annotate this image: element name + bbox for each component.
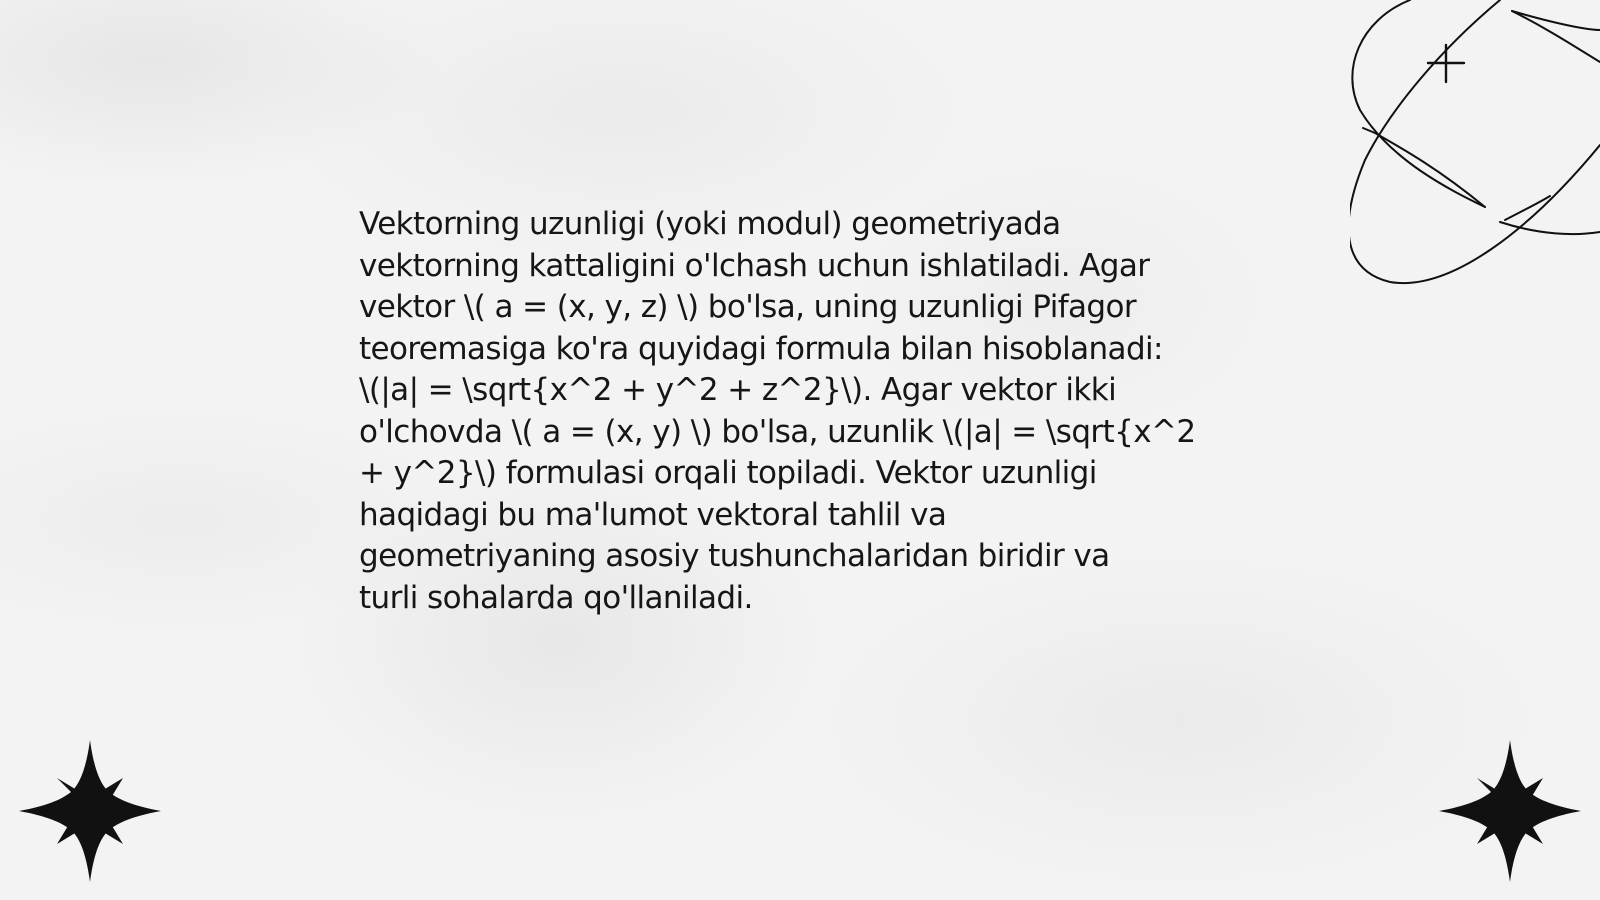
four-point-star-icon <box>1439 740 1581 882</box>
paragraph-line: geometriyaning asosiy tushunchalaridan biridir va <box>359 538 1110 574</box>
paragraph-line: \(|a| = \sqrt{x^2 + y^2 + z^2}\). Agar vektor ikki <box>359 372 1117 408</box>
orbit-lines-icon <box>1350 0 1600 290</box>
paragraph-line: vektorning kattaligini o'lchash uchun ishlatiladi. Agar <box>359 247 1150 284</box>
paragraph-line: vektor \( a = (x, y, z) \) bo'lsa, uning uzunligi Pifagor <box>359 289 1137 325</box>
paragraph-line: + y^2}\) formulasi orqali topiladi. Vektor uzunligi <box>359 455 1097 491</box>
paragraph-line: haqidagi bu ma'lumot vektoral tahlil va <box>359 496 947 533</box>
paragraph-line: o'lchovda \( a = (x, y) \) bo'lsa, uzunlik \(|a| = \sqrt{x^2 <box>359 413 1196 450</box>
body-paragraph <box>359 204 1259 619</box>
paragraph-line: teoremasiga ko'ra quyidagi formula bilan hisoblanadi: <box>359 330 1163 367</box>
paragraph-line: turli sohalarda qo'llaniladi. <box>359 579 753 616</box>
sparkle-icon <box>1428 45 1464 82</box>
paragraph-line: Vektorning uzunligi (yoki modul) geometriyada <box>359 206 1061 242</box>
four-point-star-icon <box>19 740 161 882</box>
